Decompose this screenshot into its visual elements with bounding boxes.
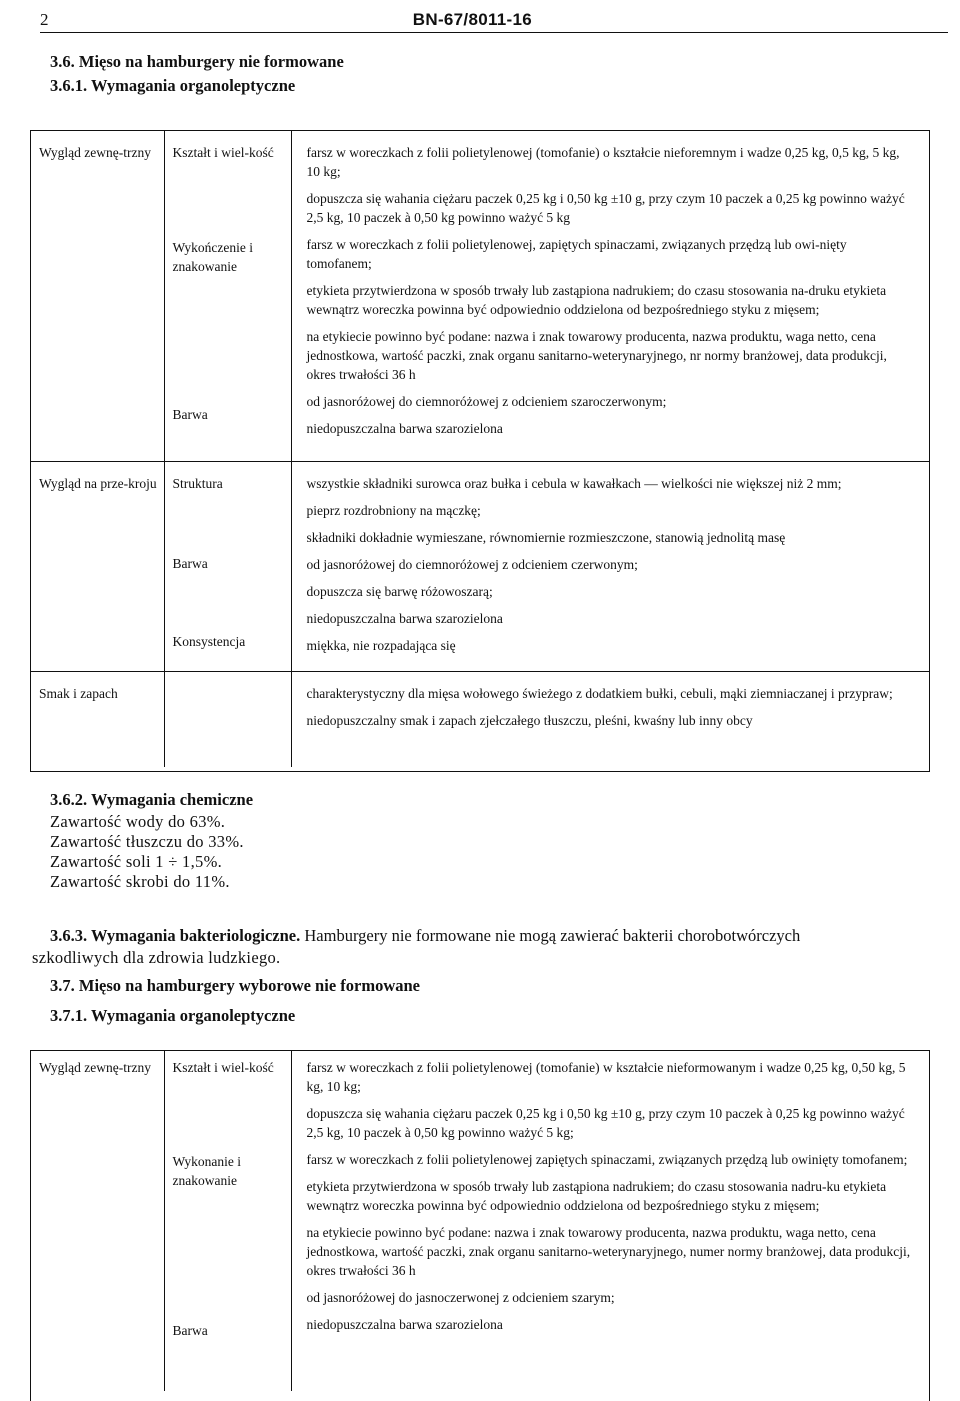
table-2-category: Wygląd zewnę-trzny xyxy=(31,1051,164,1391)
organoleptic-table-2 xyxy=(31,1051,929,1391)
table-1-category: Smak i zapach xyxy=(31,671,164,767)
requirement-text: od jasnoróżowej do jasnoczerwonej z odcieniem szarym; xyxy=(306,1290,615,1305)
requirement-text: dopuszcza się wahania ciężaru paczek 0,25 kg i 0,50 kg ±10 g, przy czym 10 paczek à 0,25 kg powinno ważyć 2,5 kg, 10 paczek à 0,50 kg powinno ważyć 5 kg; xyxy=(306,1106,905,1140)
requirement-text: niedopuszczalna barwa szarozielona xyxy=(306,610,503,626)
table-1-feature: Wykończenie i znakowanie xyxy=(172,240,254,274)
table-1-category: Wygląd zewnę-trzny xyxy=(31,131,164,461)
table-2-feature: Barwa xyxy=(172,1323,208,1338)
chemical-line: Zawartość wody do 63%. xyxy=(50,812,226,831)
document-code: BN-67/8011-16 xyxy=(412,10,532,29)
header-rule xyxy=(40,32,948,33)
requirement-text: niedopuszczalna barwa szarozielona xyxy=(306,421,503,436)
requirement-text: pieprz rozdrobniony na mączkę; xyxy=(306,502,481,518)
requirement-text: etykieta przytwierdzona w sposób trwały lub zastąpiona nadrukiem; do czasu stosowania nadru-ku etykieta wewnątrz woreczka powinna być odpowiednio oddzielona od bezpośredniego styku z mięsem; xyxy=(306,1179,887,1213)
requirement-text: farsz w woreczkach z folii polietylenowej, zapiętych spinaczami, związanych przędzą lub owi-nięty tomofanem; xyxy=(306,237,847,271)
chemical-line: Zawartość tłuszczu do 33%. xyxy=(50,832,244,851)
subsection-title-3-6-1: 3.6.1. Wymagania organoleptyczne xyxy=(50,76,296,95)
bacteriological-text: Hamburgery nie formowane nie mogą zawierać bakterii chorobotwórczych xyxy=(304,926,801,945)
requirement-text: dopuszcza się wahania ciężaru paczek 0,25 kg i 0,50 kg ±10 g, przy czym 10 paczek a 0,25 kg powinno ważyć 2,5 kg, 10 paczek à 0,50 kg powinno ważyć 5 kg xyxy=(306,191,905,225)
requirement-text: dopuszcza się barwę różowoszarą; xyxy=(306,583,493,599)
requirement-text: charakterystyczny dla mięsa wołowego świeżego z dodatkiem bułki, cebuli, mąki ziemniaczanej i przypraw; xyxy=(306,685,893,701)
bacteriological-paragraph xyxy=(50,926,800,946)
subsection-title-3-6-2: 3.6.2. Wymagania chemiczne xyxy=(50,790,254,809)
page-number: 2 xyxy=(40,10,49,29)
requirement-text: od jasnoróżowej do ciemnoróżowej z odcieniem szaroczerwonym; xyxy=(306,394,667,409)
requirement-text: miękka, nie rozpadająca się xyxy=(306,637,456,653)
subsection-title-3-6-3: 3.6.3. Wymagania bakteriologiczne. xyxy=(50,926,301,945)
table-1-feature: Kształt i wiel-kość xyxy=(172,145,274,160)
requirement-text: niedopuszczalny smak i zapach zjełczałego tłuszczu, pleśni, kwaśny lub inny obcy xyxy=(306,712,753,728)
bacteriological-text-cont: szkodliwych dla zdrowia ludzkiego. xyxy=(32,948,281,967)
table-1-feature: Barwa xyxy=(172,407,208,422)
requirement-text: składniki dokładnie wymieszane, równomiernie rozmieszczone, stanowią jednolitą masę xyxy=(306,529,786,545)
chemical-line: Zawartość soli 1 ÷ 1,5%. xyxy=(50,852,223,871)
requirement-text: niedopuszczalna barwa szarozielona xyxy=(306,1317,503,1332)
requirement-text: wszystkie składniki surowca oraz bułka i cebula w kawałkach — wielkości nie większej niż 2 mm; xyxy=(306,475,842,491)
section-title-3-7: 3.7. Mięso na hamburgery wyborowe nie formowane xyxy=(50,976,420,995)
subsection-title-3-7-1: 3.7.1. Wymagania organoleptyczne xyxy=(50,1006,296,1025)
table-1-feature: Konsystencja xyxy=(172,633,246,649)
requirement-text: farsz w woreczkach z folii polietylenowej (tomofanie) w kształcie nieformowanym i wadze 0,25 kg, 0,50 kg, 5 kg, 10 kg; xyxy=(306,1060,906,1094)
requirement-text: farsz w woreczkach z folii polietylenowej (tomofanie) o kształcie nieforemnym i wadze 0,25 kg, 0,5 kg, 5 kg, 10 kg; xyxy=(306,145,900,179)
section-title-3-6: 3.6. Mięso na hamburgery nie formowane xyxy=(50,52,344,71)
chemical-line: Zawartość skrobi do 11%. xyxy=(50,872,230,891)
table-2-feature: Kształt i wiel-kość xyxy=(172,1060,274,1075)
table-1-feature: Barwa xyxy=(172,555,208,571)
organoleptic-table-1 xyxy=(31,131,929,767)
requirement-text: etykieta przytwierdzona w sposób trwały lub zastąpiona nadrukiem; do czasu stosowania na-druku etykieta wewnątrz woreczka powinna być odpowiednio oddzielona od bezpośredniego styku z mięsem; xyxy=(306,283,887,317)
requirement-text: od jasnoróżowej do ciemnoróżowej z odcieniem czerwonym; xyxy=(306,556,638,572)
table-1-category: Wygląd na prze-kroju xyxy=(31,461,164,671)
chemical-requirements xyxy=(50,812,244,892)
requirement-text: na etykiecie powinno być podane: nazwa i znak towarowy producenta, nazwa produktu, waga netto, cena jednostkowa, wartość paczki, znak organu sanitarno-weterynaryjnego, nr normy branżowej, data produkcji, okres trwałości 36 h xyxy=(306,329,887,382)
requirement-text: farsz w woreczkach z folii polietylenowej zapiętych spinaczami, związanych przędzą lub owinięty tomofanem; xyxy=(306,1152,908,1167)
table-2-feature: Wykonanie i znakowanie xyxy=(172,1154,242,1188)
table-1-feature: Struktura xyxy=(172,475,223,491)
requirement-text: na etykiecie powinno być podane: nazwa i znak towarowy producenta, nazwa produktu, waga netto, cena jednostkowa, wartość paczki, znak organu sanitarno-weterynaryjnego, numer normy branżowej, data produkcji, okres trwałości 36 h xyxy=(306,1225,911,1278)
